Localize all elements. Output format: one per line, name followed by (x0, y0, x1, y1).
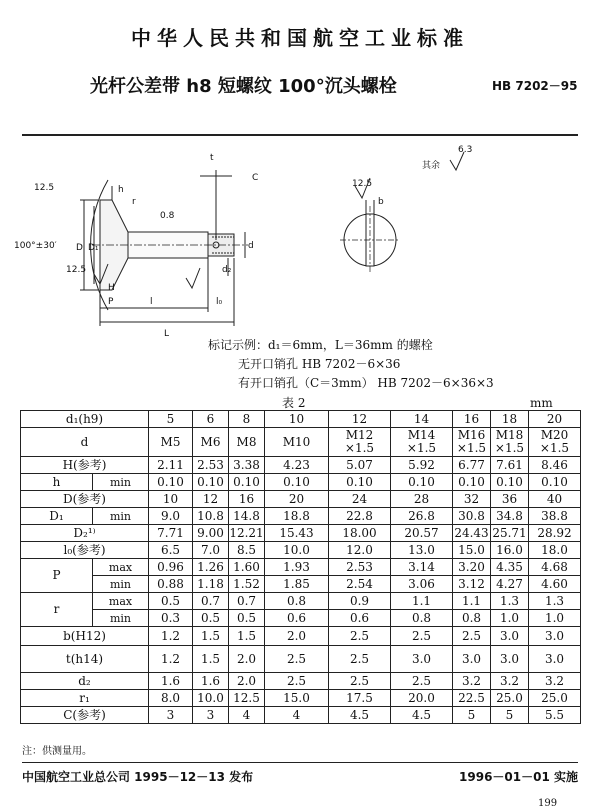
table-cell: 2.5 (391, 627, 453, 646)
table-cell: 2.53 (193, 457, 229, 474)
table-cell: 4.23 (265, 457, 329, 474)
table-cell: 8.0 (149, 690, 193, 707)
table-cell: 32 (453, 491, 491, 508)
table-cell: M14 ×1.5 (391, 428, 453, 457)
row-sub-label: min (93, 610, 149, 627)
table-unit: mm (530, 396, 553, 410)
table-cell: 5.92 (391, 457, 453, 474)
table-cell: 3.0 (453, 646, 491, 673)
table-cell: 0.96 (149, 559, 193, 576)
table-cell: 0.6 (265, 610, 329, 627)
table-cell: 0.3 (149, 610, 193, 627)
table-cell: 2.5 (265, 646, 329, 673)
row-label: C(参考) (21, 707, 149, 724)
column-header: 8 (229, 411, 265, 428)
table-row (21, 525, 581, 542)
table-cell: 1.2 (149, 646, 193, 673)
table-cell: 1.0 (491, 610, 529, 627)
column-header: 10 (265, 411, 329, 428)
marking-example: 标记示例：d₁＝6mm，L＝36mm 的螺栓 (208, 338, 433, 352)
table-cell: 17.5 (329, 690, 391, 707)
table-cell: 0.7 (229, 593, 265, 610)
row-sub-label: min (93, 576, 149, 593)
table-cell: 16 (229, 491, 265, 508)
table-cell: 1.0 (529, 610, 581, 627)
column-header: 16 (453, 411, 491, 428)
table-cell: 25.71 (492, 525, 527, 540)
table-cell: 38.8 (529, 508, 581, 525)
footer-rule (22, 762, 578, 763)
table-row (21, 491, 581, 508)
table-cell: 1.6 (193, 673, 229, 690)
table-row (21, 457, 581, 474)
row-sub-label: max (93, 559, 149, 576)
table-cell: 12 (193, 491, 229, 508)
label-rough-left2: 12.5 (34, 183, 55, 193)
table-cell: 0.10 (491, 474, 529, 491)
table-cell: 12.0 (329, 542, 391, 559)
table-cell: 3.0 (391, 646, 453, 673)
row-label: h (21, 474, 93, 491)
bolt-drawing (0, 140, 600, 345)
footer-effective: 1996－01－01 实施 (459, 770, 578, 784)
table-cell: 1.5 (229, 627, 265, 646)
label-D: D (76, 243, 83, 253)
row-sub-label: min (93, 508, 149, 525)
label-l: l (150, 297, 153, 307)
column-header: 20 (529, 411, 581, 428)
table-cell: 28 (391, 491, 453, 508)
table-cell: 10.0 (265, 542, 329, 559)
table-cell: 10.0 (193, 690, 229, 707)
table-cell: 4.5 (329, 707, 391, 724)
page-number: 199 (538, 798, 558, 809)
table-cell: 2.54 (329, 576, 391, 593)
table-cell: 25.0 (491, 690, 529, 707)
table-cell: M12 ×1.5 (329, 428, 391, 457)
angle-label: 100°±30′ (14, 241, 57, 251)
table-cell: 0.10 (391, 474, 453, 491)
table-cell: 1.60 (229, 559, 265, 576)
label-P: P (108, 297, 114, 307)
table-cell: 0.5 (229, 610, 265, 627)
table-cell: 1.3 (529, 593, 581, 610)
table-cell: M20 ×1.5 (529, 428, 581, 457)
column-header: 6 (193, 411, 229, 428)
table-cell: 4.5 (391, 707, 453, 724)
table-cell: 8.46 (529, 457, 581, 474)
table-cell: 8.5 (229, 542, 265, 559)
label-d2: d₂ (222, 265, 232, 275)
column-header: 18 (491, 411, 529, 428)
table-cell: 2.0 (229, 646, 265, 673)
table-cell: 0.10 (529, 474, 581, 491)
table-row (21, 542, 581, 559)
table-cell: 4.27 (491, 576, 529, 593)
table-cell: 0.5 (149, 593, 193, 610)
label-chamfer: 0.8 (160, 211, 175, 221)
table-row (21, 673, 581, 690)
table-cell: 3.2 (529, 673, 581, 690)
table-cell: 18.00 (329, 525, 391, 542)
table-cell: 1.1 (453, 593, 491, 610)
table-row (21, 610, 581, 627)
table-cell: M6 (193, 428, 229, 457)
table-cell: 0.6 (329, 610, 391, 627)
table-cell: 3.20 (453, 559, 491, 576)
label-r: r (132, 197, 136, 207)
standard-code: HB 7202－95 (492, 79, 578, 93)
table-cell: 0.10 (193, 474, 229, 491)
row-label: d (21, 428, 149, 457)
row-label: d₂ (21, 673, 149, 690)
standard-title: 光杆公差带 h8 短螺纹 100°沉头螺栓 (90, 76, 397, 97)
table-cell: 14.8 (229, 508, 265, 525)
label-rough-left: 12.5 (66, 265, 87, 275)
table-cell: 0.88 (149, 576, 193, 593)
dimension-table (20, 410, 581, 724)
table-cell: 30.8 (453, 508, 491, 525)
table-row (21, 690, 581, 707)
table-cell: 3.0 (529, 627, 581, 646)
table-cell: 1.5 (193, 646, 229, 673)
table-cell: 0.8 (453, 610, 491, 627)
table-cell: 1.93 (265, 559, 329, 576)
label-H: H (108, 283, 115, 293)
table-cell: 12.5 (229, 690, 265, 707)
table-cell: 24 (329, 491, 391, 508)
table-cell: 4.35 (491, 559, 529, 576)
column-header: 14 (391, 411, 453, 428)
table-cell: 3.2 (453, 673, 491, 690)
table-cell: 7.0 (193, 542, 229, 559)
table-cell: 2.0 (265, 627, 329, 646)
label-b: b (378, 197, 384, 207)
row-label: r (21, 593, 93, 627)
roughness-symbol (186, 268, 200, 288)
table-cell: 28.92 (529, 525, 581, 542)
label-L: L (164, 329, 170, 339)
table-cell: 0.9 (329, 593, 391, 610)
table-caption: 表 2 (282, 396, 306, 410)
table-cell: 1.1 (391, 593, 453, 610)
label-rest-value: 6.3 (458, 145, 473, 155)
row-sub-label: max (93, 593, 149, 610)
table-cell: 3.12 (453, 576, 491, 593)
table-cell: 4.60 (529, 576, 581, 593)
table-row (21, 646, 581, 673)
label-c: C (252, 173, 259, 183)
table-cell: 7.71 (149, 525, 193, 542)
footer-issued: 中国航空工业总公司 1995－12－13 发布 (22, 770, 254, 784)
table-cell: 2.5 (453, 627, 491, 646)
table-row (21, 593, 581, 610)
row-label: P (21, 559, 93, 593)
table-row (21, 559, 581, 576)
table-cell: 1.18 (193, 576, 229, 593)
table-cell: 12.21 (229, 525, 264, 540)
table-cell: M8 (229, 428, 265, 457)
table-cell: 3.38 (229, 457, 265, 474)
column-header: 12 (329, 411, 391, 428)
table-cell: 10 (149, 491, 193, 508)
row-sub-label: min (93, 474, 149, 491)
table-cell: 2.5 (329, 673, 391, 690)
table-cell: 0.10 (149, 474, 193, 491)
table-row (21, 707, 581, 724)
table-row (21, 576, 581, 593)
table-cell: 0.5 (193, 610, 229, 627)
table-cell: 0.7 (193, 593, 229, 610)
table-cell: 20.57 (391, 525, 453, 542)
table-cell: 0.8 (265, 593, 329, 610)
table-row (21, 474, 581, 491)
table-cell: 1.6 (149, 673, 193, 690)
table-cell: 15.43 (265, 525, 329, 542)
table-cell: 2.5 (329, 646, 391, 673)
table-cell: 1.2 (149, 627, 193, 646)
table-cell: 3.0 (529, 646, 581, 673)
row-label: r₁ (21, 690, 149, 707)
table-cell: 0.8 (391, 610, 453, 627)
organization-title: 中华人民共和国航空工业标准 (131, 26, 469, 50)
table-cell: M16 ×1.5 (453, 428, 491, 457)
label-t: t (210, 153, 214, 163)
table-cell: 18.8 (265, 508, 329, 525)
table-cell: 13.0 (391, 542, 453, 559)
table-cell: 0.10 (329, 474, 391, 491)
table-cell: 40 (529, 491, 581, 508)
table-row (21, 428, 581, 457)
label-rest: 其余 (422, 161, 441, 171)
header-label: d₁(h9) (21, 411, 149, 428)
table-header-row (21, 411, 581, 428)
table-cell: 18.0 (529, 542, 581, 559)
label-l0: l₀ (216, 297, 223, 307)
table-cell: 2.53 (329, 559, 391, 576)
footnote: 注：供测量用。 (22, 746, 92, 757)
row-label: D(参考) (21, 491, 149, 508)
table-cell: 36 (491, 491, 529, 508)
table-cell: 3.2 (491, 673, 529, 690)
table-cell: 0.10 (229, 474, 265, 491)
table-cell: 1.85 (265, 576, 329, 593)
table-cell: M5 (149, 428, 193, 457)
marking-with-hole: 有开口销孔（C＝3mm） HB 7202－6×36×3 (238, 376, 494, 390)
table-cell: 0.10 (453, 474, 491, 491)
row-label: D₁ (21, 508, 93, 525)
table-cell: M18 ×1.5 (491, 428, 529, 457)
label-d1: D₁ (88, 243, 99, 253)
table-cell: 0.10 (265, 474, 329, 491)
table-cell: 10.8 (193, 508, 229, 525)
table-cell: 4.68 (529, 559, 581, 576)
table-cell: 3 (193, 707, 229, 724)
table-cell: 6.5 (149, 542, 193, 559)
table-cell: 2.5 (329, 627, 391, 646)
label-d: d (248, 241, 254, 251)
table-cell: 3.0 (491, 646, 529, 673)
table-cell: 2.11 (149, 457, 193, 474)
table-cell: 4 (229, 707, 265, 724)
table-cell: 6.77 (453, 457, 491, 474)
table-cell: 25.0 (529, 690, 581, 707)
table-cell: 2.5 (265, 673, 329, 690)
label-h: h (118, 185, 124, 195)
table-cell: 16.0 (491, 542, 529, 559)
table-cell: 1.52 (229, 576, 265, 593)
table-cell: 7.61 (491, 457, 529, 474)
table-row (21, 627, 581, 646)
table-cell: 2.5 (391, 673, 453, 690)
table-cell: 34.8 (491, 508, 529, 525)
table-cell: M10 (265, 428, 329, 457)
table-cell: 9.00 (193, 525, 229, 542)
row-label: D₂¹⁾ (21, 525, 149, 542)
row-label: H(参考) (21, 457, 149, 474)
table-cell: 20 (265, 491, 329, 508)
label-rough-right: 12.5 (352, 179, 373, 189)
table-cell: 3.06 (391, 576, 453, 593)
table-cell: 5 (453, 707, 491, 724)
table-cell: 2.0 (229, 673, 265, 690)
table-cell: 5 (491, 707, 529, 724)
row-label: b(H12) (21, 627, 149, 646)
row-label: t(h14) (21, 646, 149, 673)
table-cell: 5.5 (529, 707, 581, 724)
table-cell: 4 (265, 707, 329, 724)
header-rule (22, 134, 578, 136)
table-cell: 3.14 (391, 559, 453, 576)
table-cell: 1.3 (491, 593, 529, 610)
table-cell: 20.0 (391, 690, 453, 707)
marking-no-hole: 无开口销孔 HB 7202－6×36 (238, 357, 401, 371)
table-cell: 22.8 (329, 508, 391, 525)
table-cell: 1.26 (193, 559, 229, 576)
table-cell: 1.5 (193, 627, 229, 646)
table-cell: 3.0 (491, 627, 529, 646)
table-cell: 15.0 (453, 542, 491, 559)
table-cell: 5.07 (329, 457, 391, 474)
table-row (21, 508, 581, 525)
table-cell: 15.0 (265, 690, 329, 707)
table-cell: 22.5 (453, 690, 491, 707)
table-cell: 9.0 (149, 508, 193, 525)
table-cell: 26.8 (391, 508, 453, 525)
table-cell: 24.43 (454, 525, 489, 540)
column-header: 5 (149, 411, 193, 428)
row-label: l₀(参考) (21, 542, 149, 559)
table-cell: 3 (149, 707, 193, 724)
